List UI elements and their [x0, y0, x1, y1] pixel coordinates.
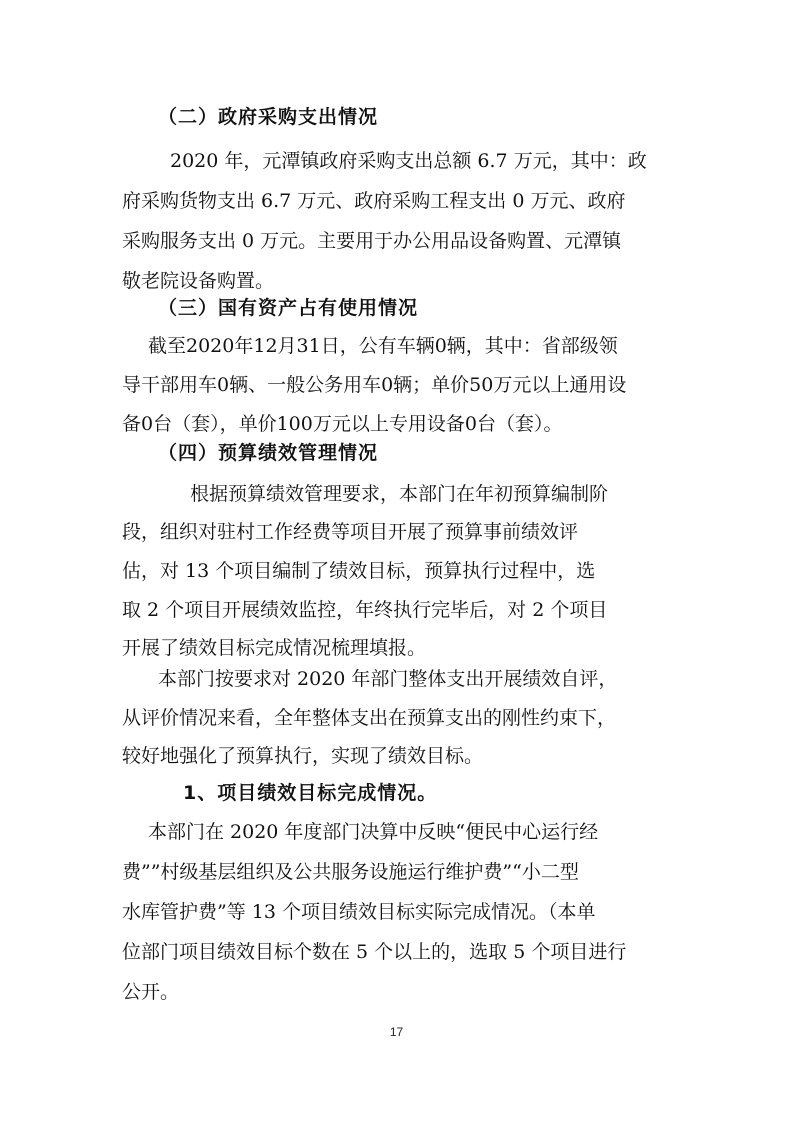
paragraph-line: 导干部用车0辆、一般公务用车0辆；单价50万元以上通用设 [122, 374, 627, 396]
paragraph-line: 府采购货物支出 6.7 万元、政府采购工程支出 0 万元、政府 [122, 190, 626, 212]
paragraph-line: 本部门按要求对 2020 年部门整体支出开展绩效自评， [158, 668, 618, 690]
paragraph-line: 敬老院设备购置。 [122, 270, 275, 292]
paragraph-line: 采购服务支出 0 万元。主要用于办公用品设备购置、元潭镇 [122, 230, 622, 252]
paragraph-line: 开展了绩效目标完成情况梳理填报。 [122, 637, 427, 659]
paragraph-line: 取 2 个项目开展绩效监控，年终执行完毕后，对 2 个项目 [122, 599, 608, 621]
page-number: 17 [389, 1025, 404, 1039]
paragraph-line: 位部门项目绩效目标个数在 5 个以上的，选取 5 个项目进行 [122, 941, 627, 963]
paragraph-line: 较好地强化了预算执行，实现了绩效目标。 [122, 745, 484, 767]
paragraph-line: 2020 年，元潭镇政府采购支出总额 6.7 万元，其中：政 [170, 150, 647, 172]
paragraph-line: 从评价情况来看，全年整体支出在预算支出的刚性约束下， [122, 707, 617, 729]
paragraph-line: 水库管护费”等 13 个项目绩效目标实际完成情况。（本单 [122, 901, 596, 923]
paragraph-line: 备0台（套），单价100万元以上专用设备0台（套）。 [122, 413, 563, 435]
paragraph-line: 本部门在 2020 年度部门决算中反映“便民中心运行经 [148, 821, 599, 843]
subsection-heading-project-goals: 1、项目绩效目标完成情况。 [183, 782, 438, 804]
paragraph-line: 费””村级基层组织及公共服务设施运行维护费”“小二型 [122, 861, 579, 883]
section-heading-procurement: （二）政府采购支出情况 [158, 106, 379, 128]
section-heading-performance: （四）预算绩效管理情况 [158, 442, 379, 464]
section-heading-assets: （三）国有资产占有使用情况 [158, 297, 419, 319]
paragraph-line: 估，对 13 个项目编制了绩效目标，预算执行过程中，选 [122, 560, 596, 582]
paragraph-line: 截至2020年12月31日，公有车辆0辆，其中：省部级领 [148, 335, 618, 357]
paragraph-line: 根据预算绩效管理要求，本部门在年初预算编制阶 [190, 483, 609, 505]
paragraph-line: 段，组织对驻村工作经费等项目开展了预算事前绩效评 [122, 521, 579, 543]
paragraph-line: 公开。 [122, 981, 180, 1003]
